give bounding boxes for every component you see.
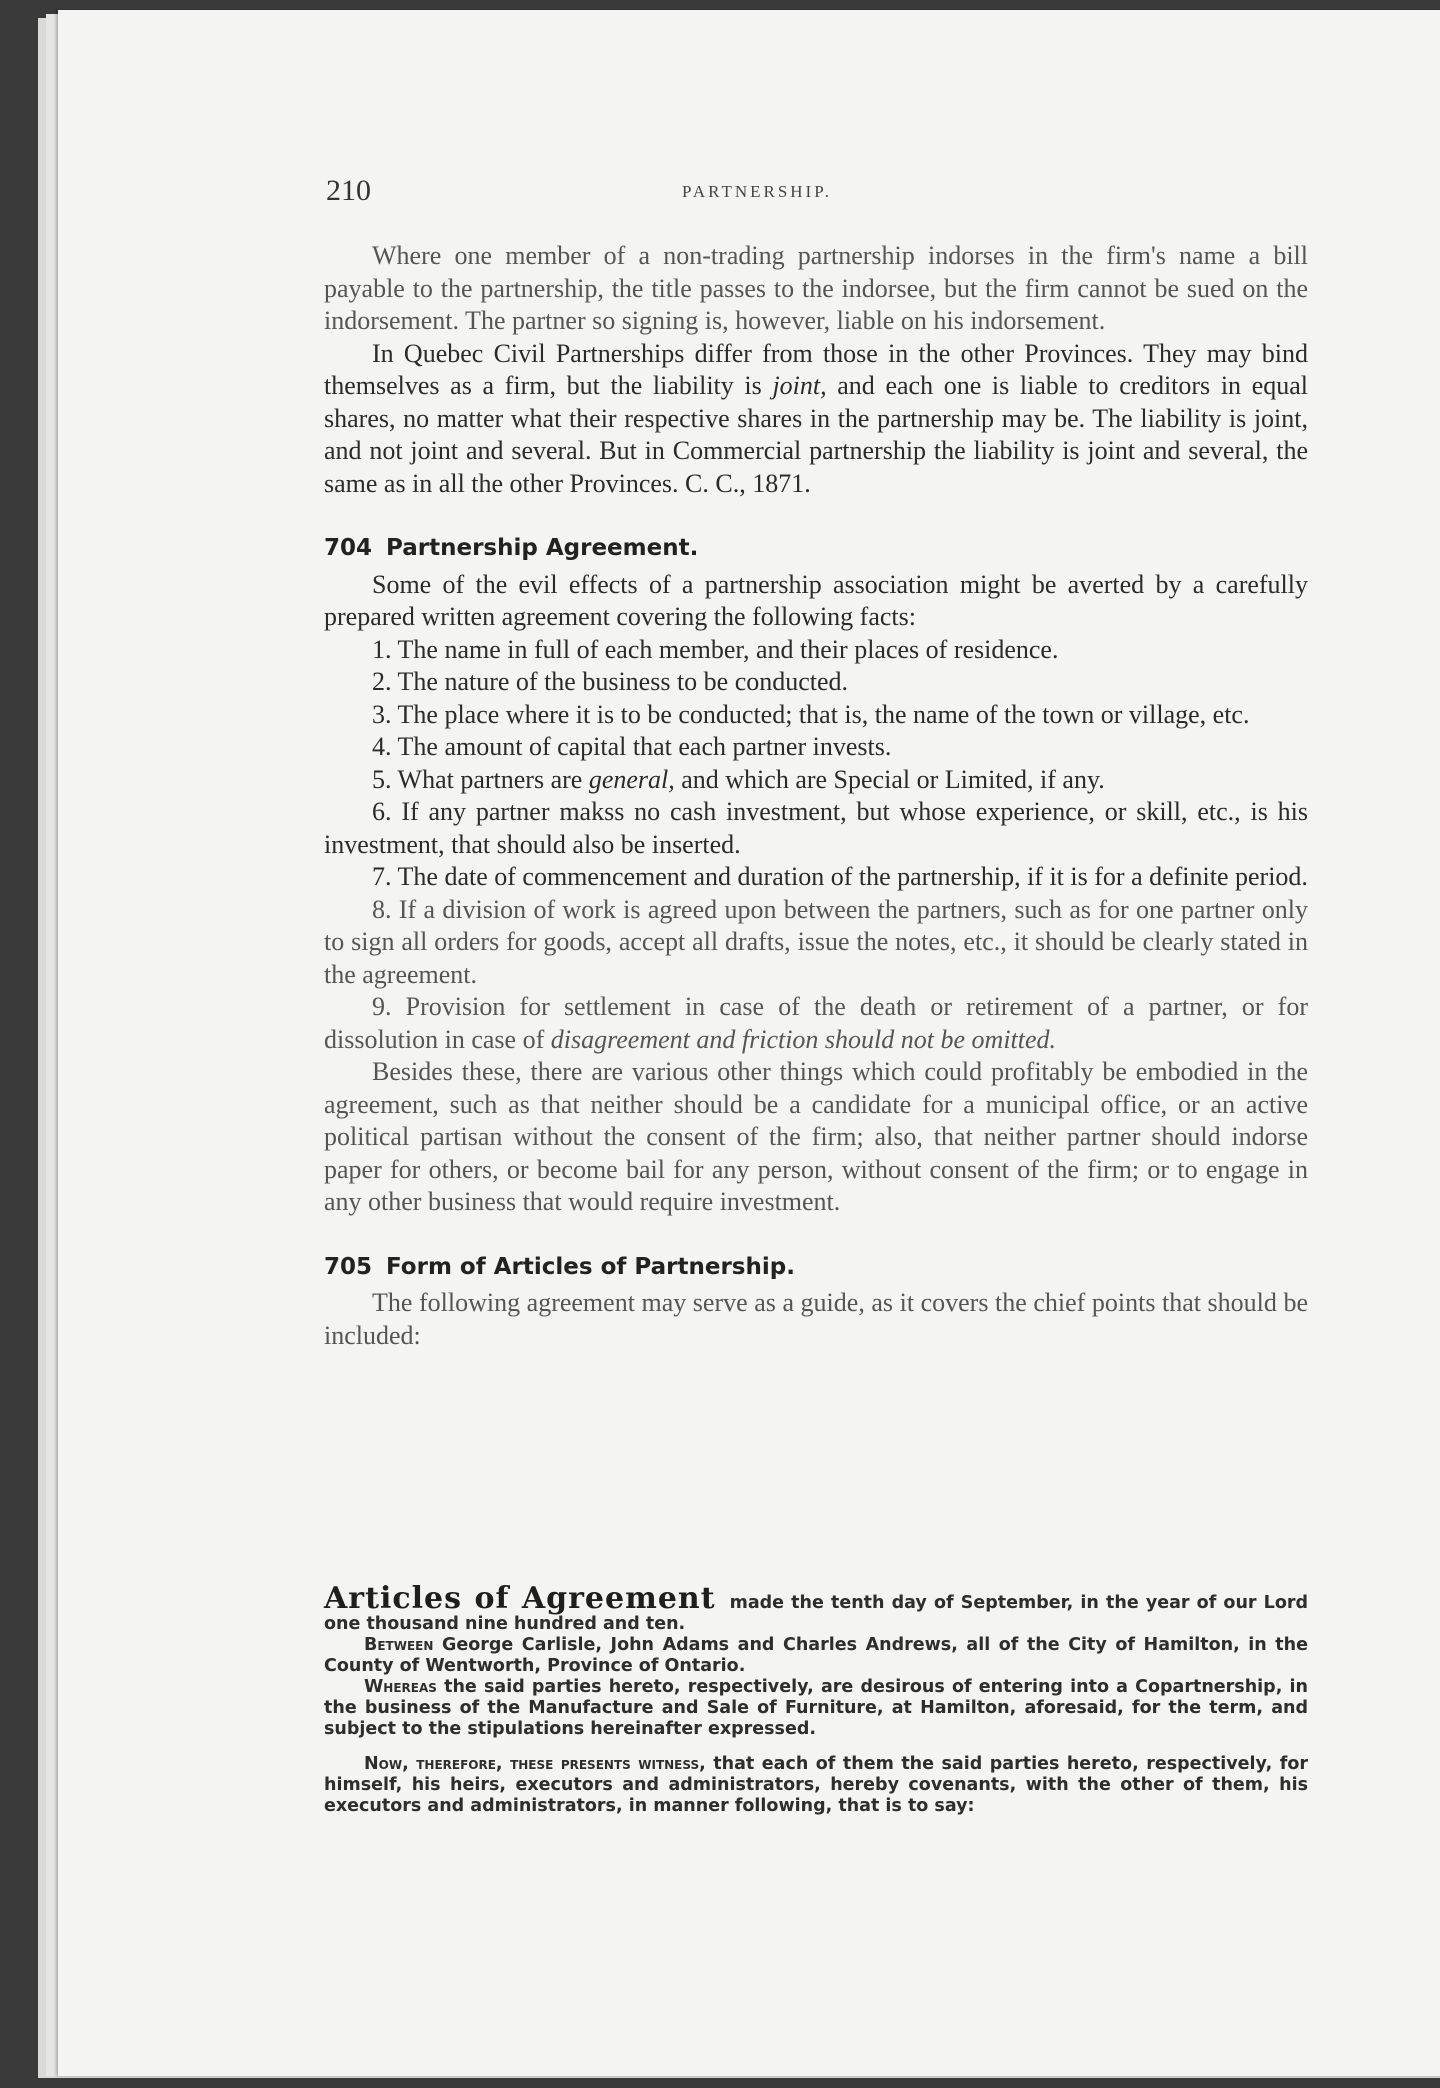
form-whereas <box>324 1677 1308 1740</box>
page-number: 210 <box>326 174 371 207</box>
form-opening <box>324 1581 1309 1635</box>
form-now-text: that each of them the said parties hereto, respectively, for himself, his heirs, executors and administrators, hereby covenants, with the other of them, his executors and administrators, in manner following, that is to say: <box>324 1754 1308 1816</box>
section-705-title: Form of Articles of Partnership. <box>386 1253 795 1280</box>
form-now-label: Now, therefore, these presents witness, <box>364 1754 706 1774</box>
section-704-item-1: 1. The name in full of each member, and their places of residence. <box>372 634 1059 664</box>
book-page <box>58 10 1440 2076</box>
page-body <box>324 240 1308 1352</box>
intro-paragraph-1: Where one member of a non-trading partnership indorses in the firm's name a bill payable to the partnership, the title passes to the indorsee, but the firm cannot be sued on the indorsement. The partner so signing is, however, liable on his indorsement. <box>324 241 1308 335</box>
section-705-number: 705 <box>324 1253 373 1280</box>
form-between <box>324 1635 1308 1677</box>
intro-paragraph-2-text-b: and each one is liable to creditors in equal shares, no matter what their respective shares in the partnership may be. The liability is joint, and not joint and several. But in Commercial partnership the liability is joint and several, the same as in all the other Provinces. C. C., 1871. <box>324 371 1308 498</box>
form-now <box>324 1754 1308 1817</box>
section-704-item-8: 8. If a division of work is agreed upon between the partners, such as for one partner only to sign all orders for goods, accept all drafts, issue the notes, etc., it should be clearly stated in the agreement. <box>324 894 1308 989</box>
section-704-item-7: 7. The date of commencement and duration of the partnership, if it is for a definite period. <box>372 862 1308 891</box>
intro-paragraph-2-text-a: In Quebec Civil Partnerships differ from those in the other Provinces. They may bind themselves as a firm, but the liability is <box>324 338 1308 400</box>
section-704-item-9-italic: disagreement and friction should not be omitted. <box>550 1024 1057 1054</box>
articles-form <box>324 1581 1309 1817</box>
section-704-item-5-text-a: 5. What partners are <box>372 764 589 794</box>
running-head: PARTNERSHIP. <box>681 182 833 201</box>
intro-paragraph-2-italic: joint, <box>772 371 827 400</box>
form-whereas-label: Whereas <box>364 1677 437 1697</box>
section-705-heading <box>324 1251 1308 1284</box>
section-704-item-9 <box>324 991 1308 1056</box>
section-704-intro: Some of the evil effects of a partnership association might be averted by a carefully prepared written agreement covering the following facts: <box>324 569 1308 631</box>
section-704-number: 704 <box>324 535 373 561</box>
section-704-item-6: 6. If any partner makss no cash investment, but whose experience, or skill, etc., is his investment, that should also be inserted. <box>324 797 1308 859</box>
form-between-label: Between <box>364 1635 434 1655</box>
section-704-item-5-text-b: and which are Special or Limited, if any. <box>674 764 1105 794</box>
form-heading-rest: made the tenth day of September, in the year of our Lord one thousand nine hundred and ten. <box>324 1593 1309 1634</box>
section-704-item-4: 4. The amount of capital that each partner invests. <box>372 732 892 761</box>
page-header <box>58 170 1440 210</box>
section-704-item-5-italic: general, <box>588 764 675 794</box>
section-704-item-3: 3. The place where it is to be conducted; that is, the name of the town or village, etc. <box>372 699 1250 729</box>
section-704-closing: Besides these, there are various other things which could profitably be embodied in the agreement, such as that neither should be a candidate for a municipal office, or an active political partisan without the consent of the firm; also, that neither partner should indorse paper for others, or become bail for any person, without consent of the firm; or to engage in any other business that would require investment. <box>324 1057 1308 1216</box>
form-whereas-text: the said parties hereto, respectively, are desirous of entering into a Copartnership, in the business of the Manufacture and Sale of Furniture, at Hamilton, aforesaid, for the term, and subject to the stipulations hereinafter expressed. <box>324 1677 1308 1739</box>
form-between-text: George Carlisle, John Adams and Charles Andrews, all of the City of Hamilton, in the County of Wentworth, Province of Ontario. <box>324 1635 1308 1676</box>
section-704-item-9-text-a: 9. Provision for settlement in case of the death or retirement of a partner, or for dissolution in case of <box>324 992 1308 1054</box>
intro-paragraph-2 <box>324 338 1308 501</box>
section-704-item-5 <box>324 764 1308 797</box>
form-heading: Articles of Agreement <box>324 1581 716 1616</box>
section-705-intro: The following agreement may serve as a guide, as it covers the chief points that should be included: <box>324 1288 1308 1350</box>
section-704-heading <box>324 532 1308 565</box>
section-704-title: Partnership Agreement. <box>386 535 699 561</box>
section-704-item-2: 2. The nature of the business to be conducted. <box>372 667 849 696</box>
